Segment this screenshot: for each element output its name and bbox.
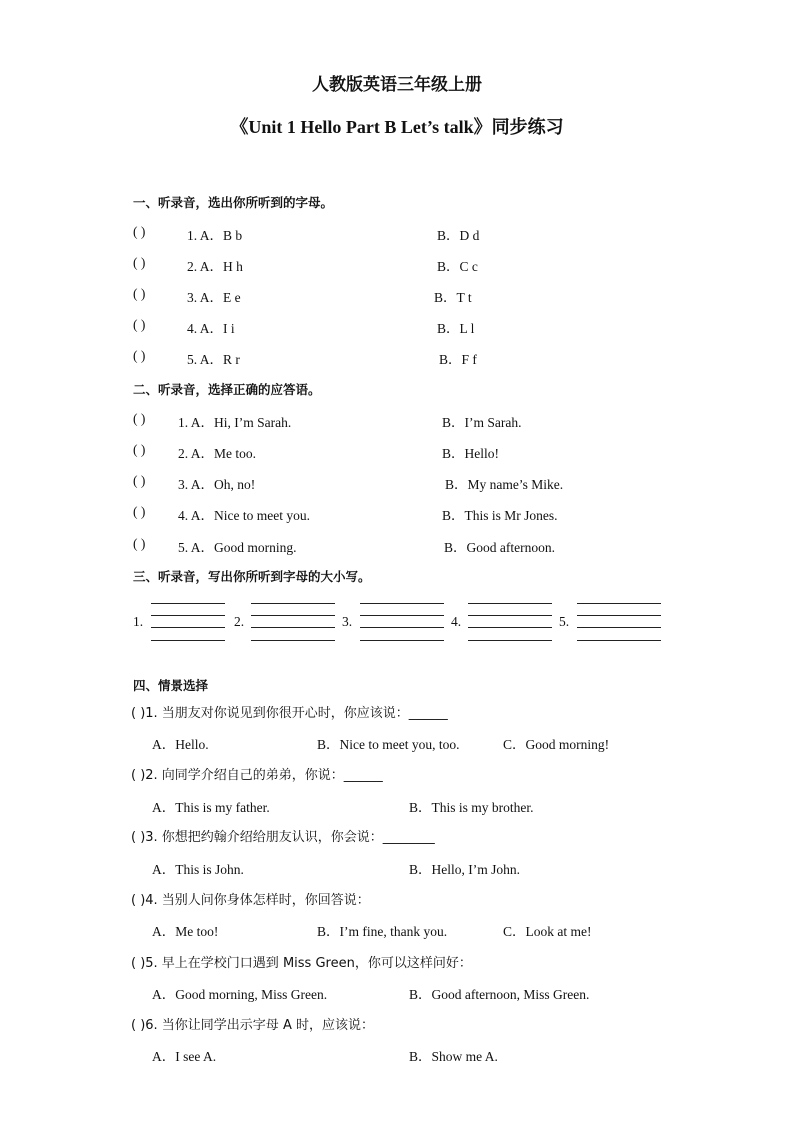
answer-bracket[interactable]: ( ) xyxy=(133,411,146,426)
option-a: 1. A．Hi, I’m Sarah. xyxy=(178,415,292,430)
writing-line[interactable] xyxy=(360,640,444,641)
option-a[interactable]: A．This is John. xyxy=(152,862,244,877)
answer-bracket[interactable]: ( ) xyxy=(133,255,146,270)
writing-line[interactable] xyxy=(251,615,335,616)
section2-item-2 xyxy=(0,442,794,462)
section1-item-2 xyxy=(0,255,794,275)
question-text: ( )1. 当朋友对你说见到你很开心时，你应该说：______ xyxy=(131,706,448,721)
question-1-options xyxy=(0,733,794,753)
section1-item-5 xyxy=(0,348,794,368)
option-b[interactable]: B．Hello, I’m John. xyxy=(409,862,520,877)
section1-item-1 xyxy=(0,224,794,244)
writing-line[interactable] xyxy=(360,603,444,604)
section2-item-4 xyxy=(0,504,794,524)
writing-line[interactable] xyxy=(468,627,552,628)
writing-line[interactable] xyxy=(577,615,661,616)
question-text: ( )2. 向同学介绍自己的弟弟，你说：______ xyxy=(131,768,383,783)
writing-line[interactable] xyxy=(251,640,335,641)
option-a: 3. A．E e xyxy=(187,290,241,305)
writing-line[interactable] xyxy=(360,627,444,628)
question-2-options xyxy=(0,796,794,816)
question-1 xyxy=(0,702,794,722)
writing-line[interactable] xyxy=(251,603,335,604)
writing-line[interactable] xyxy=(360,615,444,616)
question-text: ( )5. 早上在学校门口遇到 Miss Green，你可以这样问好： xyxy=(131,956,472,971)
writing-line[interactable] xyxy=(468,603,552,604)
option-a: 5. A．Good morning. xyxy=(178,540,297,555)
option-b: B．T t xyxy=(434,290,472,305)
option-b: B．F f xyxy=(439,352,477,367)
option-b[interactable]: B．I’m fine, thank you. xyxy=(317,924,448,939)
section4-heading: 四、情景选择 xyxy=(133,678,209,693)
blank-number-2: 2. xyxy=(234,614,245,629)
writing-line[interactable] xyxy=(468,615,552,616)
section2-item-3 xyxy=(0,473,794,493)
question-3 xyxy=(0,826,794,846)
answer-bracket[interactable]: ( ) xyxy=(133,442,146,457)
writing-line[interactable] xyxy=(151,640,225,641)
answer-bracket[interactable]: ( ) xyxy=(133,224,146,239)
blank-number-5: 5. xyxy=(559,614,570,629)
option-a: 2. A．H h xyxy=(187,259,243,274)
option-b: B．C c xyxy=(437,259,478,274)
section1-heading: 一、听录音，选出你所听到的字母。 xyxy=(133,195,334,210)
option-a[interactable]: A．Hello. xyxy=(152,737,209,752)
blank-number-3: 3. xyxy=(342,614,353,629)
option-a: 1. A．B b xyxy=(187,228,243,243)
question-text: ( )3. 你想把约翰介绍给朋友认识，你会说：________ xyxy=(131,830,435,845)
section1-item-4 xyxy=(0,317,794,337)
option-b[interactable]: B．This is my brother. xyxy=(409,800,534,815)
option-a[interactable]: A．Good morning, Miss Green. xyxy=(152,987,328,1002)
writing-line[interactable] xyxy=(251,627,335,628)
question-5 xyxy=(0,952,794,972)
option-a: 3. A．Oh, no! xyxy=(178,477,256,492)
option-b: B．This is Mr Jones. xyxy=(442,508,558,523)
option-b[interactable]: B．Good afternoon, Miss Green. xyxy=(409,987,590,1002)
option-b: B．My name’s Mike. xyxy=(445,477,564,492)
option-b[interactable]: B．Show me A. xyxy=(409,1049,498,1064)
option-a[interactable]: A．Me too! xyxy=(152,924,219,939)
page-subtitle: 《Unit 1 Hello Part B Let’s talk》同步练习 xyxy=(230,117,564,137)
question-text: ( )4. 当别人问你身体怎样时，你回答说： xyxy=(131,893,370,908)
option-b: B．I’m Sarah. xyxy=(442,415,522,430)
option-a: 4. A．Nice to meet you. xyxy=(178,508,310,523)
question-5-options xyxy=(0,983,794,1003)
option-a[interactable]: A．I see A. xyxy=(152,1049,217,1064)
writing-line[interactable] xyxy=(577,603,661,604)
option-c[interactable]: C．Look at me! xyxy=(503,924,592,939)
question-2 xyxy=(0,764,794,784)
writing-line[interactable] xyxy=(468,640,552,641)
question-4-options xyxy=(0,920,794,940)
question-6 xyxy=(0,1014,794,1034)
blank-number-1: 1. xyxy=(133,614,144,629)
blank-number-4: 4. xyxy=(451,614,462,629)
option-a: 2. A．Me too. xyxy=(178,446,257,461)
answer-bracket[interactable]: ( ) xyxy=(133,286,146,301)
option-b[interactable]: B．Nice to meet you, too. xyxy=(317,737,460,752)
writing-line[interactable] xyxy=(151,627,225,628)
option-b: B．Good afternoon. xyxy=(444,540,555,555)
section2-item-5 xyxy=(0,536,794,556)
writing-line[interactable] xyxy=(577,640,661,641)
answer-bracket[interactable]: ( ) xyxy=(133,536,146,551)
answer-bracket[interactable]: ( ) xyxy=(133,504,146,519)
answer-bracket[interactable]: ( ) xyxy=(133,348,146,363)
writing-line[interactable] xyxy=(151,603,225,604)
writing-line[interactable] xyxy=(151,615,225,616)
section3-heading: 三、听录音，写出你所听到字母的大小写。 xyxy=(133,569,371,584)
page-title: 人教版英语三年级上册 xyxy=(312,75,482,95)
section1-item-3 xyxy=(0,286,794,306)
section2-item-1 xyxy=(0,411,794,431)
question-text: ( )6. 当你让同学出示字母 A 时，应该说： xyxy=(131,1018,374,1033)
option-a[interactable]: A．This is my father. xyxy=(152,800,270,815)
writing-line[interactable] xyxy=(577,627,661,628)
option-c[interactable]: C．Good morning! xyxy=(503,737,610,752)
option-a: 4. A．I i xyxy=(187,321,235,336)
option-b: B．Hello! xyxy=(442,446,499,461)
option-a: 5. A．R r xyxy=(187,352,240,367)
answer-bracket[interactable]: ( ) xyxy=(133,317,146,332)
question-4 xyxy=(0,889,794,909)
section2-heading: 二、听录音，选择正确的应答语。 xyxy=(133,382,321,397)
question-3-options xyxy=(0,858,794,878)
question-6-options xyxy=(0,1045,794,1065)
answer-bracket[interactable]: ( ) xyxy=(133,473,146,488)
option-b: B．L l xyxy=(437,321,475,336)
option-b: B．D d xyxy=(437,228,480,243)
